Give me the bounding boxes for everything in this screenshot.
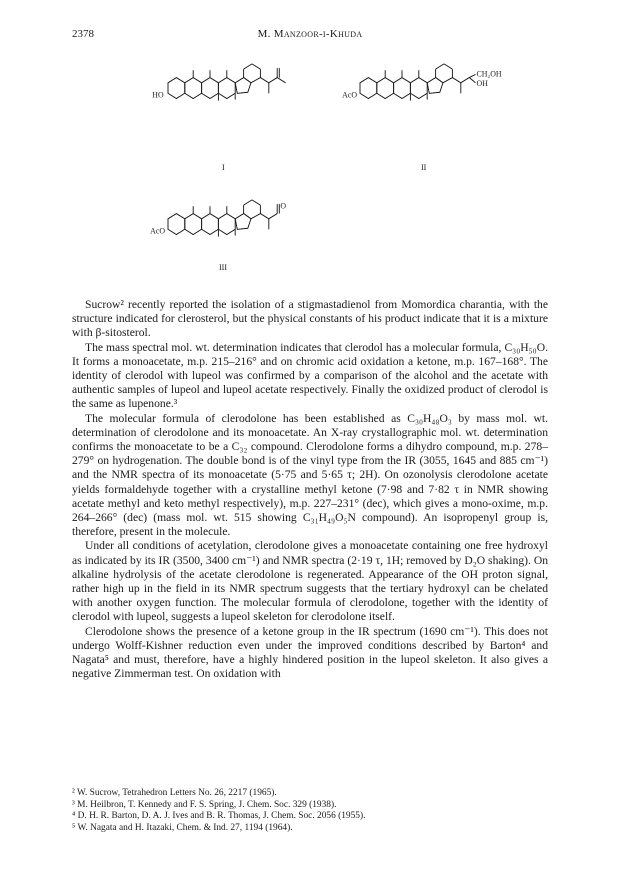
paragraph-ketone-group: Clerodolone shows the presence of a ketone group in the IR spectrum (1690 cm⁻¹). This does not undergo Wolff-Kishner reduction even under the improved conditions described by Barton⁴ and Nagata⁵ and must, therefore, have a highly hindered position in the lupeol skeleton. It also gives a negative Zimmerman test. On oxidation with [72, 624, 548, 681]
structure-III-aco: AcO [150, 226, 165, 236]
running-author: M. Manzoor-i-Khuda [257, 28, 363, 40]
page-number: 2378 [72, 28, 94, 40]
structure-II-ch2oh: CH₂OH [476, 69, 502, 79]
structure-I-ho: HO [152, 90, 164, 100]
paragraph-sucrow: Sucrow² recently reported the isolation of a stigmastadienol from Momordica charantia, with the structure indicated for clerosterol, but the physical constants of his product indicate that it is a mixture with β-sitosterol. [72, 298, 548, 340]
running-header [72, 28, 548, 44]
structure-II-aco: AcO [342, 90, 357, 100]
structure-III [150, 200, 286, 237]
footnotes [72, 788, 548, 834]
structure-I-label: I [222, 163, 225, 172]
footnote-5: ⁵ W. Nagata and H. Itazaki, Chem. & Ind. 27, 1194 (1964). [72, 822, 293, 833]
paragraph-acetylation: Under all conditions of acetylation, clerodolone gives a monoacetate containing one free hydroxyl as indicated by its IR (3500, 3400 cm⁻¹) and NMR spectra (2·19 τ, 1H; removed by D₂O shaking). On alkaline hydrolysis of the acetate clerodolone is regenerated. Appearance of the OH proton signal, rather high up in the field in its NMR spectrum suggests that the tertiary hydroxyl can be chelated with another oxygen function. The molecular formula of clerodolone, together with the identity of clerodol with lupeol, suggests a lupeol skeleton for clerodolone itself. [72, 539, 548, 624]
structures-svg [0, 60, 624, 280]
structure-II-label: II [421, 163, 427, 172]
footnote-3: ³ M. Heilbron, T. Kennedy and F. S. Spring, J. Chem. Soc. 329 (1938). [72, 799, 337, 810]
chemical-structures-figure [0, 60, 624, 280]
structure-III-keto: O [280, 201, 287, 211]
body-text [72, 298, 548, 681]
structure-I [152, 64, 285, 101]
footnote-4: ⁴ D. H. R. Barton, D. A. J. Ives and B. R. Thomas, J. Chem. Soc. 2056 (1955). [72, 811, 366, 822]
structure-II-oh: OH [476, 78, 488, 88]
paragraph-clerodolone-formula: The molecular formula of clerodolone has been established as C₃₀H₄₈O₃ by mass mol. wt. determination of clerodolone and its monoacetate. An X-ray crystallographic mol. wt. determination confirms the monoacetate to be a C₃₂ compound. Clerodolone forms a dihydro compound, m.p. 278–279° on hydrogenation. The double bond is of the vinyl type from the IR (3055, 1645 and 885 cm⁻¹) and the NMR spectra of its monoacetate (5·75 and 5·65 τ; 2H). On ozonolysis clerodolone acetate yields formaldehyde together with a crystalline methyl ketone (7·98 and 7·82 τ in NMR showing acetate methyl and keto methyl respectively), m.p. 227–231° (dec), which gives a mono-oxime, m.p. 264–266° (dec) (mass mol. wt. 515 showing C₃₁H₄₉O₅N compound). An isopropenyl group is, therefore, present in the molecule. [72, 411, 548, 539]
structure-II [342, 64, 502, 101]
structure-III-label: III [219, 263, 227, 272]
paragraph-clerodol: The mass spectral mol. wt. determination indicates that clerodol has a molecular formula, C₃₀H₅₀O. It forms a monoacetate, m.p. 215–216° and on chromic acid oxidation a ketone, m.p. 167–168°. The identity of clerodol with lupeol was confirmed by a comparison of the alcohol and the acetate with authentic samples of lupeol and lupeol acetate respectively. Finally the oxidized product of clerodol is the same as lupenone.³ [72, 340, 548, 411]
footnote-2: ² W. Sucrow, Tetrahedron Letters No. 26, 2217 (1965). [72, 788, 277, 798]
